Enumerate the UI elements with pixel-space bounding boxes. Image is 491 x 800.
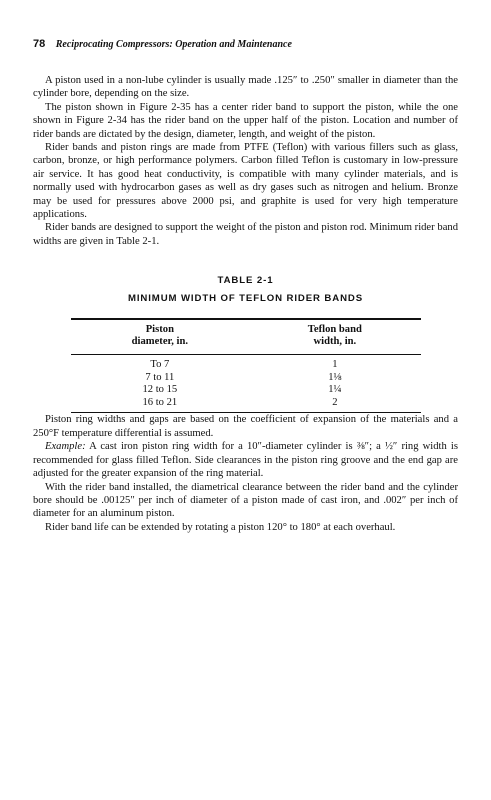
column-header-piston-diameter: Piston diameter, in. [71, 319, 250, 355]
page-number: 78 [33, 38, 46, 50]
table-cell-width: 1⅛ [328, 371, 342, 383]
paragraph-clearance: A piston used in a non-lube cylinder is usually made .125″ to .250″ smaller in diameter than the cylinder bore, depending on the size. [33, 75, 458, 100]
table-label: TABLE 2-1 [217, 275, 274, 287]
table-caption: MINIMUM WIDTH OF TEFLON RIDER BANDS [127, 292, 364, 304]
paragraph-rider-band-life: Rider band life can be extended by rotating a piston 120° to 180° at each overhaul. [45, 521, 396, 533]
table-row [71, 372, 421, 385]
example-text: A cast iron piston ring width for a 10″-diameter cylinder is ⅜″; a ½″ ring width is recommended for glass filled Teflon. Side clearances in the piston ring groove and the end gap are adjusted for the greater expansion of the ring material. [33, 441, 458, 480]
column-header-band-width: Teflon band width, in. [249, 319, 420, 355]
running-header [33, 38, 463, 50]
paragraph-rider-band-location: The piston shown in Figure 2-35 has a center rider band to support the piston, while the one shown in Figure 2-34 has the rider band on the upper half of the piston. Location and number of rider bands are dictated by the design, diameter, length, and weight of the piston. [33, 101, 458, 140]
table-cell-width: 2 [249, 397, 420, 413]
table-row [71, 397, 421, 413]
paragraph-materials: Rider bands and piston rings are made from PTFE (Teflon) with various fillers such as glass, carbon, bronze, or high performance polymers. Carbon filled Teflon is customary in low-pressure air service. It has good heat conductivity, is compatible with many cylinder materials, and is normally used with hydrocarbon gases as well as dry gases such as nitrogen and helium. Bronze may be used for pressures above 2000 psi, and graphite is used for very high temperature applications. [33, 142, 458, 221]
page-body [33, 74, 458, 534]
table-cell-width: 1¼ [328, 384, 342, 396]
table-cell-width: 1 [332, 359, 338, 371]
paragraph-diametrical-clearance: With the rider band installed, the diametrical clearance between the rider band and the cylinder bore should be .00125″ per inch of diameter of a piston made of cast iron, and .002″ per inch of diameter for an aluminum piston. [33, 481, 458, 520]
running-title: Reciprocating Compressors: Operation and Maintenance [55, 39, 292, 50]
table-cell-diameter: 16 to 21 [71, 397, 250, 413]
table-row [71, 355, 421, 372]
paragraph-example [33, 440, 458, 480]
paragraph-ring-widths: Piston ring widths and gaps are based on the coefficient of expansion of the materials and a 250°F temperature differential is assumed. [33, 414, 458, 439]
table-cell-diameter: 7 to 11 [145, 371, 175, 383]
table-cell-diameter: 12 to 15 [142, 384, 178, 396]
rider-band-table [71, 318, 421, 413]
table-cell-diameter: To 7 [150, 359, 170, 371]
paragraph-rider-band-purpose: Rider bands are designed to support the weight of the piston and piston rod. Minimum rider band widths are given in Table 2-1. [33, 222, 458, 247]
example-lead: Example: [45, 441, 86, 453]
table-row [71, 384, 421, 397]
